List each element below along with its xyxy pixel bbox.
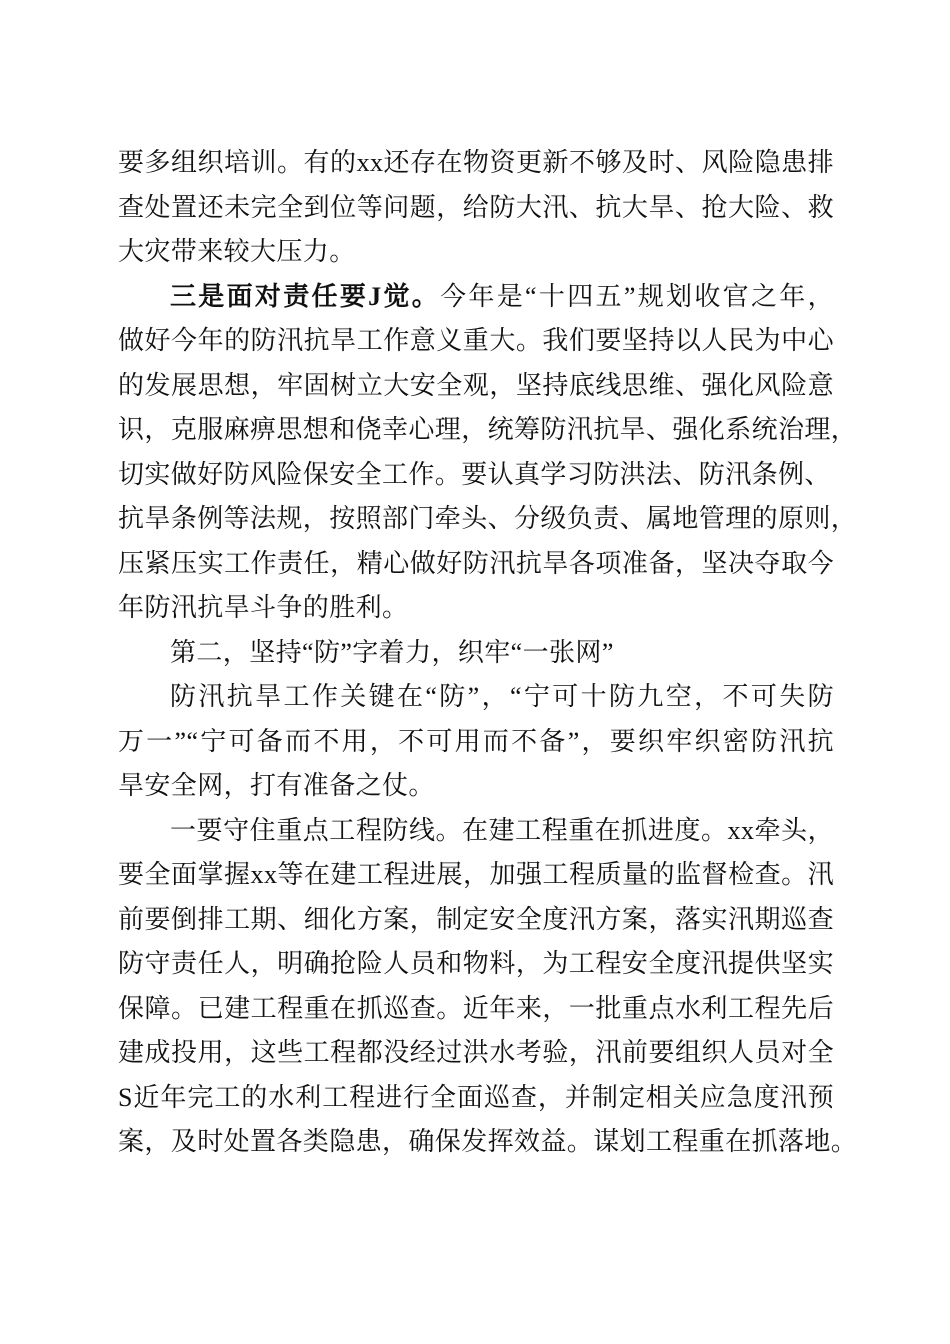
text-line: 案，及时处置各类隐患，确保发挥效益。谋划工程重在抓落地。: [118, 1127, 858, 1156]
text-line: 万一”“宁可备而不用，不可用而不备”，要织牢织密防汛抗: [118, 727, 834, 756]
text-line: 要多组织培训。有的xx还存在物资更新不够及时、风险隐患排: [118, 148, 834, 177]
text-line: 要全面掌握xx等在建工程进展，加强工程质量的监督检查。汛: [118, 860, 834, 889]
text-line: S近年完工的水利工程进行全面巡查，并制定相关应急度汛预: [118, 1083, 834, 1112]
text-line: 旱安全网，打有准备之仗。: [118, 771, 435, 800]
text-line: 切实做好防风险保安全工作。要认真学习防洪法、防汛条例、: [118, 460, 831, 489]
text-line: 抗旱条例等法规，按照部门牵头、分级负责、属地管理的原则，: [118, 504, 858, 533]
text-line: 前要倒排工期、细化方案，制定安全度汛方案，落实汛期巡查: [118, 905, 834, 934]
heading-rest: 今年是“十四五”规划收官之年，: [440, 282, 834, 311]
text-line: 年防汛抗旱斗争的胜利。: [118, 593, 409, 622]
text-line: 做好今年的防汛抗旱工作意义重大。我们要坚持以人民为中心: [118, 326, 834, 355]
text-line: 防汛抗旱工作关键在“防”，“宁可十防九空，不可失防: [170, 682, 834, 711]
text-line: 的发展思想，牢固树立大安全观，坚持底线思维、强化风险意: [118, 371, 834, 400]
text-line: 压紧压实工作责任，精心做好防汛抗旱各项准备，坚决夺取今: [118, 549, 834, 578]
text-line: 防守责任人，明确抢险人员和物料，为工程安全度汛提供坚实: [118, 949, 834, 978]
section-heading-second: 第二，坚持“防”字着力，织牢“一张网”: [170, 638, 614, 667]
text-line: 大灾带来较大压力。: [118, 237, 356, 266]
text-line: 一要守住重点工程防线。在建工程重在抓进度。xx牵头，: [170, 816, 834, 845]
heading-bold-lead: 三是面对责任要J觉。: [170, 282, 441, 311]
text-line: 查处置还未完全到位等问题，给防大汛、抗大旱、抢大险、救: [118, 193, 834, 222]
text-line: 建成投用，这些工程都没经过洪水考验，汛前要组织人员对全: [118, 1038, 834, 1067]
text-line: 保障。已建工程重在抓巡查。近年来，一批重点水利工程先后: [118, 994, 834, 1023]
section-heading-three: [170, 282, 834, 312]
text-line: 识，克服麻痹思想和侥幸心理，统筹防汛抗旱、强化系统治理，: [118, 415, 858, 444]
